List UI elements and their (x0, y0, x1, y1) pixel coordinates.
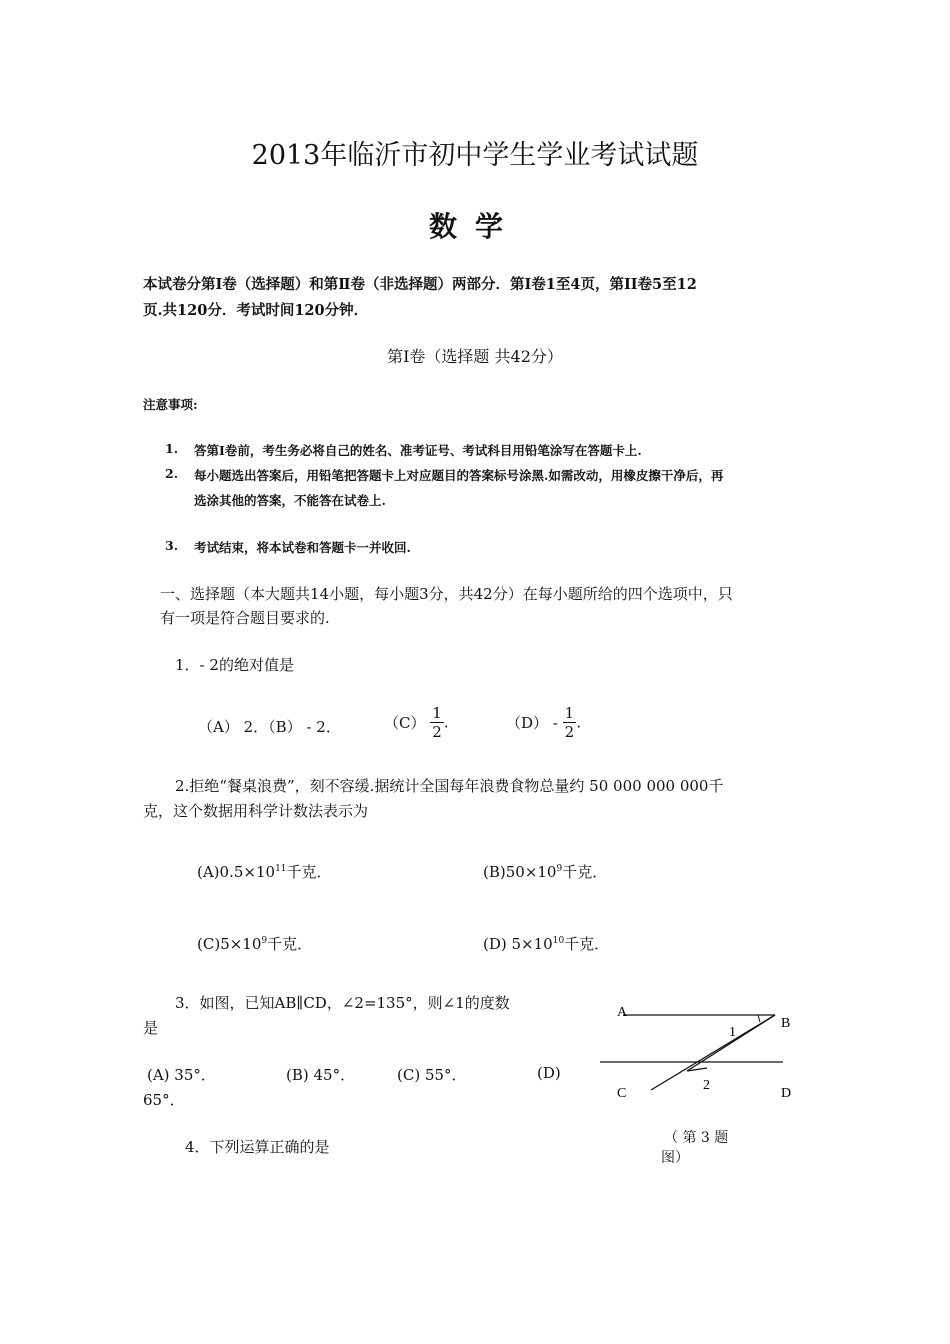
q2-option-a-base: 0.5×10 (219, 863, 276, 881)
label-d: D (781, 1086, 792, 1101)
q3-option-d-continued: 65°． (143, 1091, 185, 1109)
q2-option-b-label: (B) (483, 863, 506, 881)
part1-title: 第Ⅰ卷（选择题 共42分） (387, 347, 563, 366)
q1-stem-suffix: 的绝对值是 (218, 656, 294, 674)
q2-option-d-exponent: 10 (552, 936, 565, 946)
figure-caption-line-2: 图） (661, 1150, 689, 1166)
q1-stem-number: - 2 (199, 656, 219, 674)
note-2-text-cont: 选涂其他的答案，不能答在试卷上. (194, 493, 386, 508)
q2-stem-line-1: 2.拒绝“餐桌浪费”，刻不容缓.据统计全国每年浪费食物总量约 50 000 000 000千 (175, 777, 724, 795)
q2-option-d (483, 933, 609, 954)
q1-option-d-fraction (563, 704, 577, 741)
q3-option-d: (D) (537, 1064, 561, 1082)
q1-option-c-fraction (430, 704, 444, 741)
q1-options-a-b: （A） 2．（B） - 2． (198, 718, 341, 736)
q1-option-d-label: （D） - (506, 714, 558, 732)
q2-option-c-unit: 千克． (267, 935, 313, 953)
q3-stem-line-1: 3．如图，已知AB∥CD，∠2=135°，则∠1的度数 (175, 994, 510, 1012)
q3-option-c: (C) 55°． (397, 1066, 467, 1084)
note-1-text: 答第Ⅰ卷前，考生务必将自己的姓名、准考证号、考试科目用铅笔涂写在答题卡上. (194, 443, 642, 458)
q1-option-d-period: . (576, 713, 581, 732)
q2-option-c-label: (C) (197, 935, 221, 953)
q1-option-c-label: （C） (384, 714, 426, 732)
q3-option-b: (B) 45°． (286, 1066, 356, 1084)
q1-option-d-numerator: 1 (564, 704, 575, 722)
q1-option-c-denominator: 2 (432, 723, 442, 741)
q2-option-b-base: 50×10 (505, 863, 557, 881)
note-3-number: 3. (165, 538, 179, 553)
angle2-label: 2 (703, 1078, 710, 1093)
q1-stem-prefix: 1． (175, 656, 200, 674)
intro-line-1: 本试卷分第Ⅰ卷（选择题）和第Ⅱ卷（非选择题）两部分．第Ⅰ卷1至4页，第II卷5至12 (143, 276, 697, 293)
q1-option-d-denominator: 2 (564, 723, 575, 741)
note-3-text: 考试结束，将本试卷和答题卡一并收回. (194, 540, 411, 555)
angle1-mark (758, 1015, 760, 1022)
q3-stem-line-2: 是 (143, 1019, 159, 1037)
q3-figure (595, 995, 805, 1105)
q1-stem (175, 654, 294, 675)
label-b: B (781, 1016, 791, 1031)
section1-instructions-line-1: 一、选择题（本大题共14小题，每小题3分，共42分）在每小题所给的四个选项中，只 (160, 585, 733, 603)
section1-instructions-line-2: 有一项是符合题目要求的. (160, 609, 330, 627)
intro-line-2: 页.共120分．考试时间120分钟． (143, 302, 369, 319)
note-1-number: 1. (165, 441, 179, 456)
q1-option-d (506, 704, 581, 741)
q1-option-c-period: . (443, 713, 449, 732)
q2-option-b-exponent: 9 (556, 864, 563, 874)
figure-caption-line-1: （ 第 3 题 (664, 1130, 729, 1146)
label-a: A (617, 1005, 628, 1020)
q2-option-d-label: (D) (483, 935, 507, 953)
angle1-label: 1 (729, 1025, 736, 1040)
q2-option-d-base: 5×10 (511, 935, 553, 953)
q4-stem: 4．下列运算正确的是 (185, 1138, 330, 1156)
q2-option-a (197, 861, 332, 882)
q2-option-c (197, 933, 312, 954)
note-2-number: 2. (165, 466, 179, 481)
q2-stem-line-2: 克，这个数据用科学计数法表示为 (143, 802, 369, 820)
q2-option-c-exponent: 9 (261, 936, 268, 946)
subject-title: 数学 (428, 210, 521, 243)
note-2-text: 每小题选出答案后，用铅笔把答题卡上对应题目的答案标号涂黑.如需改动，用橡皮擦干净后，再 (194, 468, 724, 483)
q2-option-d-unit: 千克． (564, 935, 610, 953)
q2-option-a-unit: 千克． (286, 863, 332, 881)
q2-option-a-exponent: 11 (275, 864, 287, 874)
label-c: C (617, 1086, 627, 1101)
q2-option-b (483, 861, 607, 882)
exam-title: 2013年临沂市初中学生学业考试试题 (251, 140, 699, 171)
q2-option-c-base: 5×10 (220, 935, 262, 953)
q2-option-a-label: (A) (197, 863, 220, 881)
q1-option-c (384, 704, 449, 741)
q2-option-b-unit: 千克． (562, 863, 608, 881)
q1-option-c-numerator: 1 (432, 704, 442, 722)
notes-heading: 注意事项: (143, 397, 198, 412)
q3-option-a: (A) 35°． (147, 1066, 216, 1084)
